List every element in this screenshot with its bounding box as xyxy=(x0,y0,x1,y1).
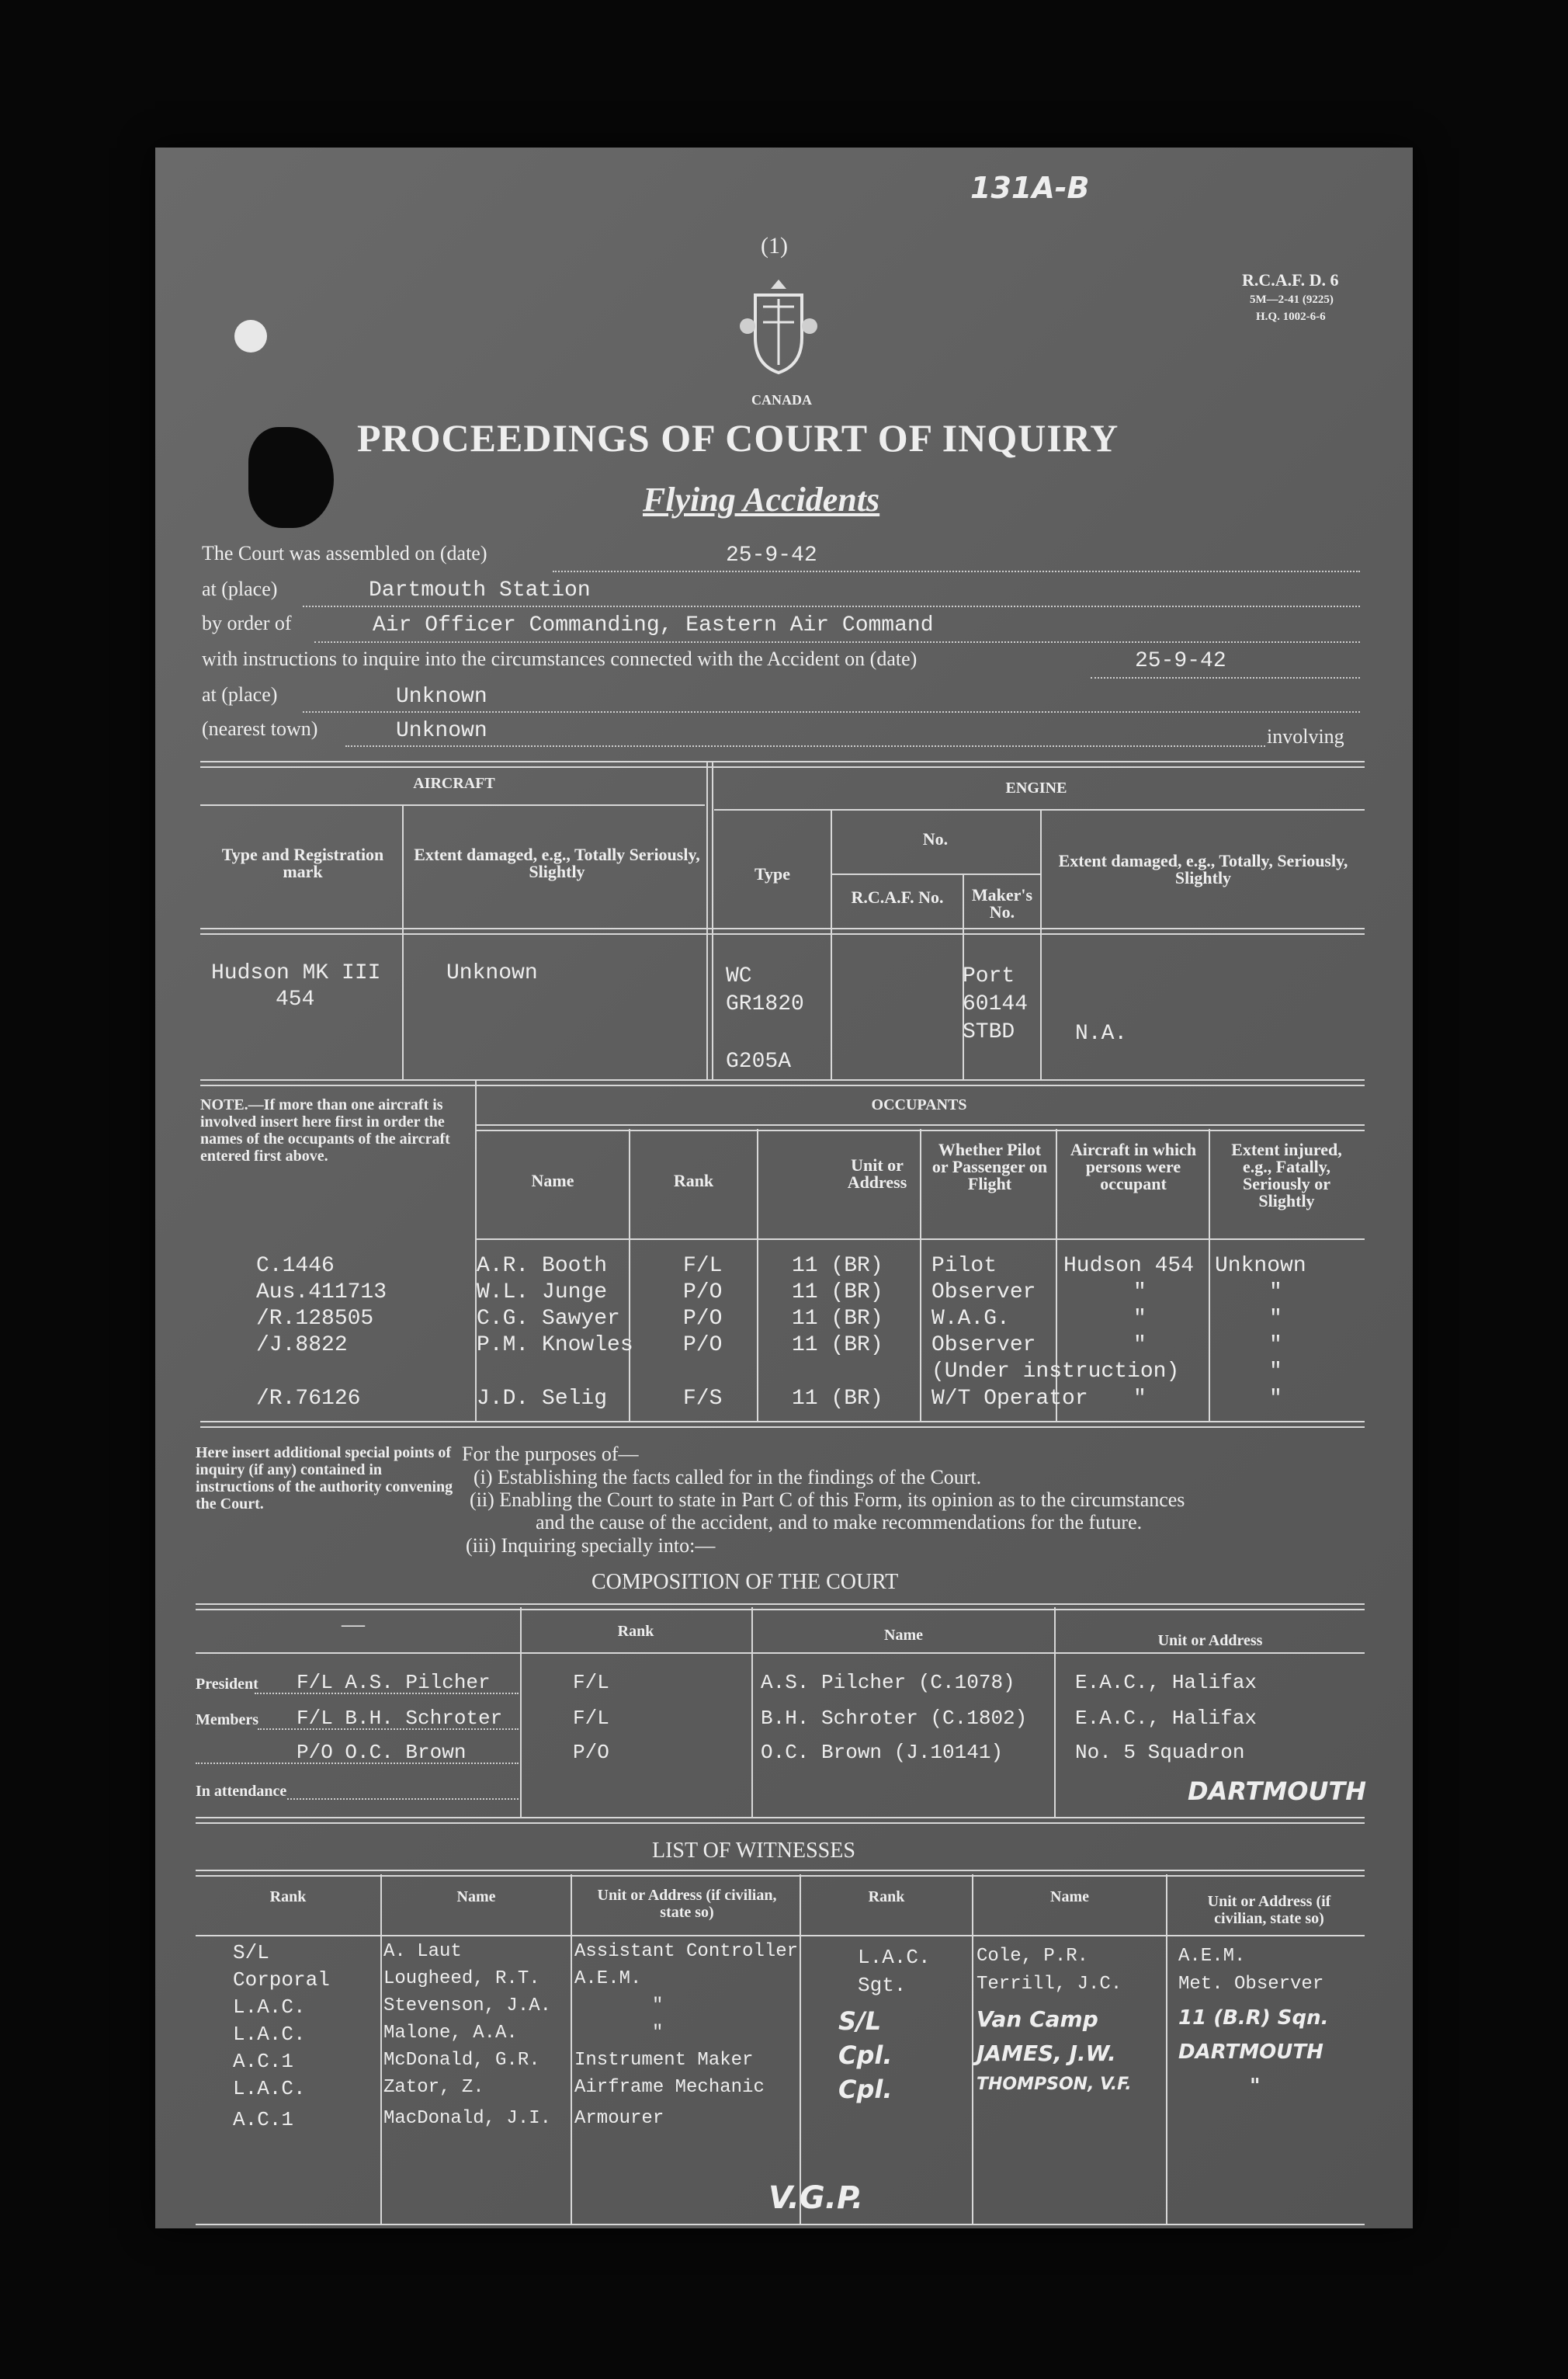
witness-unit: " xyxy=(652,2023,664,2044)
occupants-header: OCCUPANTS xyxy=(871,1096,967,1113)
occupant-name: P.M. Knowles xyxy=(477,1333,633,1357)
witness-unit: Airframe Mechanic xyxy=(574,2077,765,2098)
witness-name: MacDonald, J.I. xyxy=(383,2108,552,2129)
occ-col-pilot: Whether Pilot or Passenger on Flight xyxy=(931,1140,1048,1193)
witness-rank: L.A.C. xyxy=(233,1995,306,2019)
occupant-number: C.1446 xyxy=(256,1254,335,1278)
wit-col-rank-left: Rank xyxy=(269,1888,307,1905)
court-member-rank: F/L xyxy=(573,1707,609,1730)
occupant-number: /J.8822 xyxy=(256,1333,348,1357)
engine-extent: N.A. xyxy=(1075,1022,1128,1046)
occ-col-unit: Unit or Address xyxy=(847,1155,907,1192)
occupant-role: (Under instruction) xyxy=(931,1360,1180,1384)
occupant-name: W.L. Junge xyxy=(477,1280,608,1304)
court-col-unit: Unit or Address xyxy=(1157,1632,1263,1649)
court-header: COMPOSITION OF THE COURT xyxy=(591,1570,899,1594)
member-2-value: P/O O.C. Brown xyxy=(297,1741,467,1764)
witness-rank: S/L xyxy=(233,1941,269,1964)
occupant-rank: P/O xyxy=(683,1280,723,1304)
top-annotation: 131A-B xyxy=(970,171,1090,205)
occupant-role: Observer xyxy=(931,1333,1036,1357)
witness-unit: 11 (B.R) Sqn. xyxy=(1178,2006,1329,2030)
occupant-unit: 11 (BR) xyxy=(792,1280,883,1304)
occ-col-aircraft: Aircraft in which persons were occupant xyxy=(1070,1140,1197,1193)
occupant-role: Pilot xyxy=(931,1254,997,1278)
witness-name: Terrill, J.C. xyxy=(977,1974,1122,1995)
assembled-date-label: The Court was assembled on (date) xyxy=(202,542,487,564)
occupant-aircraft: " xyxy=(1133,1333,1147,1357)
torn-area xyxy=(248,427,334,528)
witness-rank: L.A.C. xyxy=(233,2023,306,2046)
members-label: Members xyxy=(196,1711,259,1728)
town-label: (nearest town) xyxy=(202,717,318,740)
col-extent: Extent damaged, e.g., Totally Seriously, Slightly xyxy=(414,845,700,881)
occupant-role: W/T Operator xyxy=(931,1387,1088,1411)
witness-unit: Assistant Controller xyxy=(574,1941,799,1962)
occupant-number: /R.128505 xyxy=(256,1307,374,1331)
witnesses-header: LIST OF WITNESSES xyxy=(652,1839,855,1863)
court-col-rank: Rank xyxy=(617,1623,654,1640)
col-no: No. xyxy=(922,829,949,849)
witness-rank: L.A.C. xyxy=(858,1946,931,1969)
witness-unit: Instrument Maker xyxy=(574,2050,754,2071)
occupant-rank: P/O xyxy=(683,1307,723,1331)
stbd-label: STBD xyxy=(963,1020,1015,1044)
accident-place-label: at (place) xyxy=(202,683,278,706)
occupant-role: W.A.G. xyxy=(931,1307,1010,1331)
port-label: Port xyxy=(963,964,1015,988)
occupant-aircraft: Hudson 454 xyxy=(1063,1254,1195,1278)
occupant-aircraft: " xyxy=(1133,1307,1147,1331)
form-subtitle: Flying Accidents xyxy=(643,481,880,519)
place-value: Dartmouth Station xyxy=(369,578,591,603)
engine-type-1: WC xyxy=(726,964,752,988)
crest-label: CANADA xyxy=(751,392,812,408)
witness-name: Cole, P.R. xyxy=(977,1946,1089,1967)
occupant-aircraft: " xyxy=(1133,1387,1147,1411)
witness-rank: Sgt. xyxy=(858,1974,907,1997)
witness-rank: Corporal xyxy=(233,1968,330,1992)
witness-name: Van Camp xyxy=(977,2006,1098,2032)
attendance-label: In attendance xyxy=(196,1783,287,1800)
court-member-unit: E.A.C., Halifax xyxy=(1075,1671,1258,1694)
witness-rank: A.C.1 xyxy=(233,2108,294,2131)
witness-unit: Met. Observer xyxy=(1178,1974,1324,1995)
signature-initials: V.G.P. xyxy=(768,2180,864,2216)
place-label: at (place) xyxy=(202,578,278,600)
witness-name: McDonald, G.R. xyxy=(383,2050,540,2071)
order-value: Air Officer Commanding, Eastern Air Command xyxy=(373,613,934,637)
wit-col-name-right: Name xyxy=(1050,1888,1089,1905)
witness-rank: L.A.C. xyxy=(233,2077,306,2100)
court-member-name: O.C. Brown (J.10141) xyxy=(761,1741,1004,1764)
coat-of-arms-icon xyxy=(736,272,821,388)
court-handwritten-unit: DARTMOUTH xyxy=(1188,1776,1366,1806)
engine-header: ENGINE xyxy=(1005,780,1067,797)
witness-rank: A.C.1 xyxy=(233,2050,294,2073)
engine-type-2: GR1820 xyxy=(726,992,804,1016)
occupant-name: C.G. Sawyer xyxy=(477,1307,620,1331)
wit-col-unit-right: Unit or Address (if civilian, state so) xyxy=(1207,1893,1331,1927)
purposes-item-1: (i) Establishing the facts called for in the findings of the Court. xyxy=(474,1466,982,1488)
occupant-unit: 11 (BR) xyxy=(792,1254,883,1278)
occupant-extent: Unknown xyxy=(1215,1254,1306,1278)
witness-name: Malone, A.A. xyxy=(383,2023,518,2044)
purposes-item-2b: and the cause of the accident, and to make recommendations for the future. xyxy=(536,1511,1143,1533)
aircraft-extent: Unknown xyxy=(446,961,538,985)
occupant-name: A.R. Booth xyxy=(477,1254,608,1278)
occ-col-extent: Extent injured, e.g., Fatally, Seriously or Slightly xyxy=(1231,1140,1342,1210)
occupant-rank: F/S xyxy=(683,1387,723,1411)
accident-date-value: 25-9-42 xyxy=(1135,649,1226,673)
aircraft-type: Hudson MK III xyxy=(211,961,381,985)
col-type-reg: Type and Registration mark xyxy=(221,845,384,881)
member-1-value: F/L B.H. Schroter xyxy=(297,1707,503,1730)
occ-col-rank: Rank xyxy=(673,1171,714,1190)
wit-col-rank-right: Rank xyxy=(868,1888,905,1905)
note-text: NOTE.—If more than one aircraft is involved insert here first in order the names of the occupants of the aircraft entered first above. xyxy=(200,1096,450,1165)
occupant-number: Aus.411713 xyxy=(256,1280,387,1304)
form-title: PROCEEDINGS OF COURT OF INQUIRY xyxy=(357,416,1119,460)
occupant-aircraft: " xyxy=(1133,1280,1147,1304)
occupant-extent: " xyxy=(1269,1333,1282,1357)
witness-unit: A.E.M. xyxy=(1178,1946,1246,1967)
court-member-name: B.H. Schroter (C.1802) xyxy=(761,1707,1028,1730)
purposes-item-2: (ii) Enabling the Court to state in Part C of this Form, its opinion as to the circumstances xyxy=(470,1488,1185,1511)
occupant-extent: " xyxy=(1269,1280,1282,1304)
engine-type-3: G205A xyxy=(726,1050,792,1074)
page-number: (1) xyxy=(761,233,788,259)
occupant-unit: 11 (BR) xyxy=(792,1333,883,1357)
witness-rank: Cpl. xyxy=(838,2040,893,2070)
occupant-rank: P/O xyxy=(683,1333,723,1357)
occupant-extent: " xyxy=(1269,1360,1282,1384)
involving-label: involving xyxy=(1267,725,1344,748)
punch-hole xyxy=(234,320,267,353)
col-engine-type: Type xyxy=(754,864,791,884)
occupant-number: /R.76126 xyxy=(256,1387,361,1411)
purposes-side-note: Here insert additional special points of inquiry (if any) contained in instructions of the authority convening the Court. xyxy=(196,1444,453,1512)
makers-no: 60144 xyxy=(963,992,1029,1016)
purposes-intro: For the purposes of— xyxy=(462,1443,639,1465)
court-of-inquiry-form xyxy=(155,148,1413,2228)
witness-name: THOMPSON, V.F. xyxy=(977,2075,1132,2094)
town-value: Unknown xyxy=(396,719,487,743)
witness-name: Zator, Z. xyxy=(383,2077,484,2098)
court-dash: — xyxy=(342,1611,365,1637)
witness-name: Stevenson, J.A. xyxy=(383,1995,552,2016)
aircraft-reg: 454 xyxy=(276,988,315,1012)
purposes-item-3: (iii) Inquiring specially into:— xyxy=(466,1534,716,1557)
col-engine-extent: Extent damaged, e.g., Totally, Seriously, Slightly xyxy=(1058,851,1348,887)
court-member-rank: P/O xyxy=(573,1741,609,1764)
assembled-date-value: 25-9-42 xyxy=(726,544,817,568)
occupant-rank: F/L xyxy=(683,1254,723,1278)
form-code: R.C.A.F. D. 6 xyxy=(1242,270,1339,290)
occ-col-name: Name xyxy=(531,1171,574,1190)
witness-rank: S/L xyxy=(838,2006,882,2036)
wit-col-unit-left: Unit or Address (if civilian, state so) xyxy=(597,1887,777,1921)
witness-unit: A.E.M. xyxy=(574,1968,642,1989)
witness-unit: " xyxy=(1250,2075,1261,2098)
witness-unit: " xyxy=(652,1995,664,2016)
witness-rank: Cpl. xyxy=(838,2075,893,2104)
witness-unit: Armourer xyxy=(574,2108,664,2129)
court-member-unit: No. 5 Squadron xyxy=(1075,1741,1245,1764)
president-label: President xyxy=(196,1676,258,1693)
court-member-rank: F/L xyxy=(573,1671,609,1694)
form-code-2: 5M—2-41 (9225) xyxy=(1250,293,1334,306)
instructions-label: with instructions to inquire into the circumstances connected with the Accident on (date) xyxy=(202,648,918,670)
occupant-extent: " xyxy=(1269,1387,1282,1411)
witness-unit: DARTMOUTH xyxy=(1178,2040,1323,2064)
witness-name: JAMES, J.W. xyxy=(977,2040,1116,2066)
accident-place-value: Unknown xyxy=(396,685,487,709)
president-value: F/L A.S. Pilcher xyxy=(297,1671,491,1694)
witness-name: Lougheed, R.T. xyxy=(383,1968,540,1989)
court-col-name: Name xyxy=(884,1627,923,1644)
wit-col-name-left: Name xyxy=(456,1888,496,1905)
col-rcaf-no: R.C.A.F. No. xyxy=(851,887,944,907)
occupant-name: J.D. Selig xyxy=(477,1387,608,1411)
col-makers-no: Maker's No. xyxy=(971,885,1033,922)
court-member-name: A.S. Pilcher (C.1078) xyxy=(761,1671,1015,1694)
aircraft-header: AIRCRAFT xyxy=(413,775,495,792)
occupant-role: Observer xyxy=(931,1280,1036,1304)
occupant-unit: 11 (BR) xyxy=(792,1387,883,1411)
form-code-3: H.Q. 1002-6-6 xyxy=(1256,311,1326,323)
order-label: by order of xyxy=(202,612,292,634)
witness-name: A. Laut xyxy=(383,1941,462,1962)
occupant-unit: 11 (BR) xyxy=(792,1307,883,1331)
occupant-extent: " xyxy=(1269,1307,1282,1331)
court-member-unit: E.A.C., Halifax xyxy=(1075,1707,1258,1730)
